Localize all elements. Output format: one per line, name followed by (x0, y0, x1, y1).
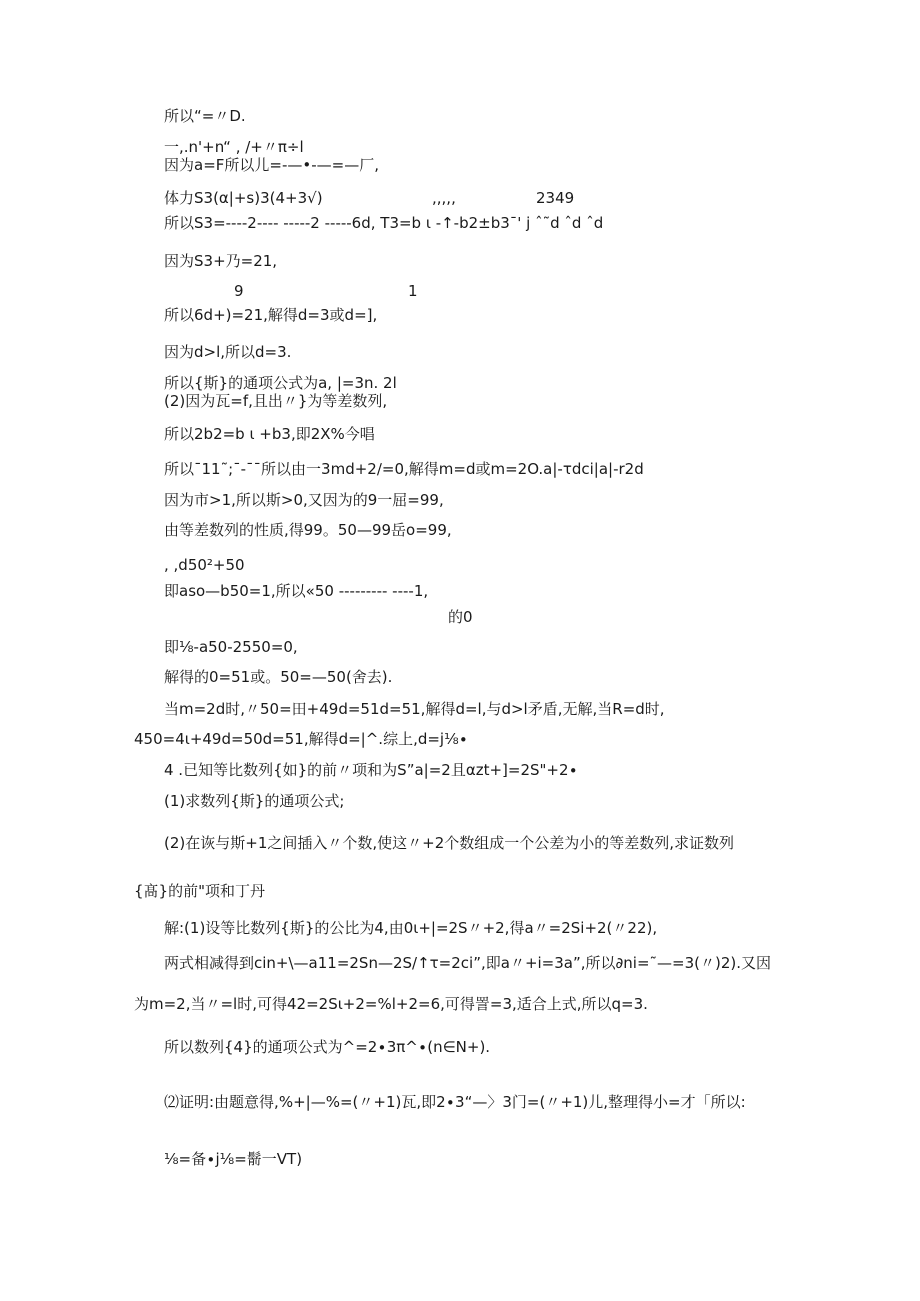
text-line: 2349 (536, 189, 575, 207)
text-line: 因为a=F所以儿=-—•-—=—厂, (164, 156, 379, 174)
text-line: 体力S3(α|+s)3(4+3√) (164, 189, 323, 207)
text-line: ⑵证明:由题意得,%+|—%=(〃+1)瓦,即2∙3“—〉3门=(〃+1)儿,整理得小=才「所以: (164, 1093, 746, 1111)
text-line: 即aso—b50=1,所以«50 --------- ----1, (164, 582, 429, 600)
text-line: 为m=2,当〃=l时,可得42=2Sι+2=%l+2=6,可得詈=3,适合上式,所以q=3. (134, 995, 648, 1013)
text-line: , ,d50²+50 (164, 556, 245, 574)
text-line: 因为d>l,所以d=3. (164, 343, 292, 361)
text-line: 一,.n'+n“ , /+〃π÷l (164, 138, 304, 156)
text-line: 所以数列{4}的通项公式为^=2∙3π^∙(n∈N+). (164, 1038, 491, 1056)
text-line: 所以6d+)=21,解得d=3或d=], (164, 306, 378, 324)
text-line: 两式相减得到cin+\—a11=2Sn—2S/↑τ=2ci”,即a〃+i=3a”,所以∂ni=˜—=3(〃)2).又因 (164, 954, 771, 972)
text-line: (2)在诙与斯+1之间插入〃个数,使这〃+2个数组成一个公差为小的等差数列,求证数列 (164, 834, 735, 852)
text-line: 当m=2d时,〃50=田+49d=51d=51,解得d=l,与d>l矛盾,无解,当R=d时, (164, 700, 665, 718)
text-line: 由等差数列的性质,得99。50—99岳o=99, (164, 521, 452, 539)
text-line: 所以{斯}的通项公式为a, |=3n. 2l (164, 374, 397, 392)
text-line: 1 (408, 282, 418, 300)
text-line: ,,,,, (432, 189, 456, 207)
text-line: 解:(1)设等比数列{斯}的公比为4,由0ι+|=2S〃+2,得a〃=2Si+2(〃22), (164, 919, 658, 937)
text-line: 因为市>1,所以斯>0,又因为的9一屈=99, (164, 491, 444, 509)
text-line: 解得的0=51或。50=—50(舍去). (164, 668, 393, 686)
text-line: 所以S3=----2---- -----2 -----6d, T3=b ι -↑-b2±b3ˉ' j ˆ˜d ˆd ˆd (164, 214, 604, 232)
text-line: 即⅛-a50-2550=0, (164, 638, 298, 656)
text-line: 所以ˉ11˜;ˉ-ˉˉ所以由一3md+2∕=0,解得m=d或m=2O.a|-τdci|a|-r2d (164, 460, 644, 478)
text-line: 因为S3+乃=21, (164, 252, 278, 270)
text-line: 9 (234, 282, 244, 300)
text-line: {髙}的前"项和丁丹 (134, 882, 265, 900)
text-line: 450=4ι+49d=50d=51,解得d=|^.综上,d=j⅛∙ (134, 730, 469, 748)
text-line: 的0 (448, 608, 473, 626)
text-line: 4 .已知等比数列{如}的前〃项和为S”a|=2且αzt+]=2S"+2∙ (164, 761, 578, 779)
text-line: (2)因为瓦=f,且出〃}为等差数列, (164, 392, 388, 410)
text-line: ⅛=备∙j⅛=鬋一VT) (164, 1150, 303, 1168)
text-line: 所以“=〃D. (164, 107, 246, 125)
text-line: (1)求数列{斯}的通项公式; (164, 792, 345, 810)
text-line: 所以2b2=b ι +b3,即2X%今唱 (164, 425, 375, 443)
